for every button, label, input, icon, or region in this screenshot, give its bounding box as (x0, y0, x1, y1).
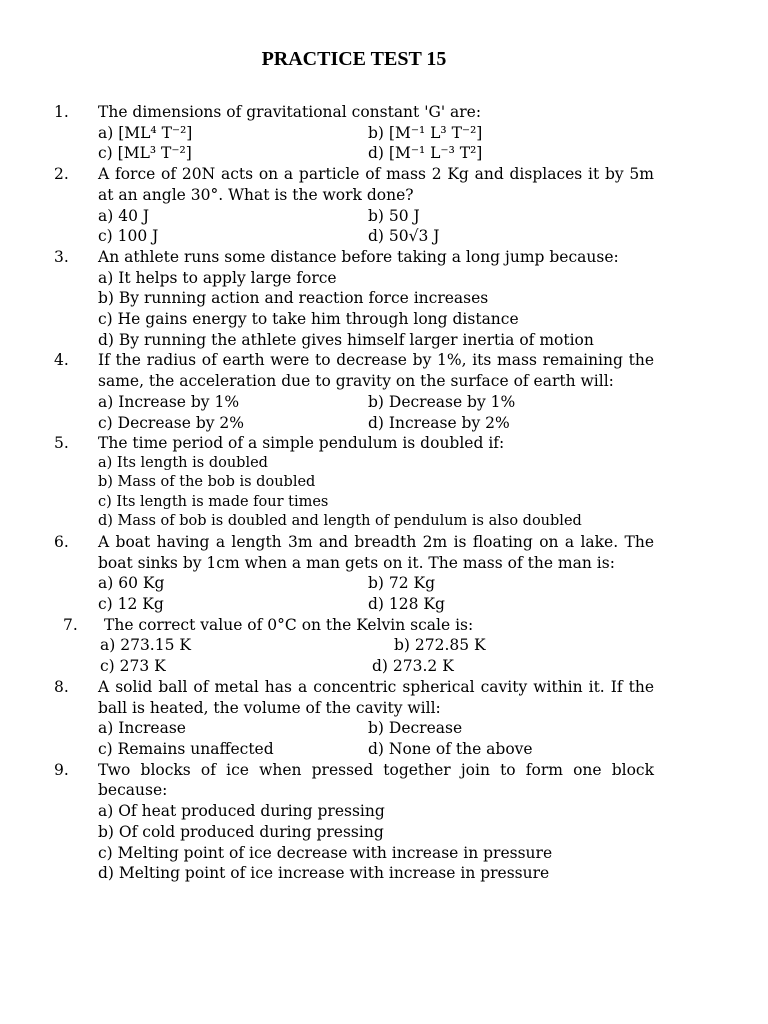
question-text: The correct value of 0°C on the Kelvin scale is: (104, 615, 474, 634)
option-d: d) 50√3 J (368, 227, 440, 246)
option-d: d) Mass of bob is doubled and length of pendulum is also doubled (98, 513, 582, 530)
question-number: 9. (54, 760, 69, 779)
option-c: c) Remains unaffected (98, 739, 274, 758)
option-c: c) 12 Kg (98, 595, 164, 614)
option-b: b) Decrease by 1% (368, 392, 516, 411)
option-c: c) He gains energy to take him through long distance (98, 310, 519, 329)
option-d: d) Increase by 2% (368, 413, 510, 432)
option-grid (100, 635, 660, 676)
question-4 (0, 350, 768, 433)
question-6 (0, 532, 768, 615)
option-c: c) 273 K (100, 657, 166, 676)
question-text: The time period of a simple pendulum is doubled if: (98, 434, 505, 453)
option-c: c) Melting point of ice decrease with increase in pressure (98, 843, 553, 862)
option-d: d) 128 Kg (368, 595, 445, 614)
option-b: b) [M⁻¹ L³ T⁻²] (368, 123, 483, 142)
page-title: PRACTICE TEST 15 (261, 48, 447, 70)
question-text: An athlete runs some distance before taking a long jump because: (98, 247, 619, 266)
question-number: 2. (54, 165, 69, 184)
question-number: 7. (63, 615, 78, 634)
option-grid (98, 718, 654, 759)
option-a: a) [ML⁴ T⁻²] (98, 123, 193, 142)
question-text: The dimensions of gravitational constant 'G' are: (98, 103, 482, 121)
question-1 (0, 102, 768, 164)
option-d: d) None of the above (368, 739, 533, 758)
question-number: 6. (54, 532, 69, 551)
option-b: b) Of cold produced during pressing (98, 822, 384, 841)
option-a: a) Of heat produced during pressing (98, 802, 385, 821)
option-a: a) It helps to apply large force (98, 268, 337, 287)
option-list (98, 268, 654, 351)
option-a: a) 273.15 K (100, 636, 191, 655)
option-a: a) Increase by 1% (98, 392, 240, 411)
question-number: 5. (54, 434, 69, 453)
option-a: a) Increase (98, 719, 186, 738)
question-5 (0, 433, 768, 532)
option-d: d) [M⁻¹ L⁻³ T²] (368, 144, 483, 163)
option-list (98, 454, 654, 532)
option-b: b) By running action and reaction force increases (98, 289, 489, 308)
question-8 (0, 677, 768, 760)
option-b: b) Mass of the bob is doubled (98, 474, 316, 491)
option-d: d) Melting point of ice increase with increase in pressure (98, 864, 550, 883)
question-number: 4. (54, 351, 69, 370)
question-text: A solid ball of metal has a concentric spherical cavity within it. If the ball is heated, the volume of the cavity will: (98, 677, 654, 717)
option-b: b) 50 J (368, 206, 420, 225)
option-a: a) 40 J (98, 206, 150, 225)
question-9 (0, 760, 768, 884)
option-a: a) 60 Kg (98, 574, 165, 593)
option-a: a) Its length is doubled (98, 454, 268, 471)
option-c: c) Decrease by 2% (98, 413, 245, 432)
option-grid (98, 573, 654, 614)
question-7 (0, 615, 768, 677)
option-grid (98, 206, 654, 247)
question-number: 8. (54, 677, 69, 696)
question-number: 1. (54, 103, 69, 121)
option-d: d) 273.2 K (372, 657, 454, 676)
option-grid (98, 392, 654, 433)
option-d: d) By running the athlete gives himself larger inertia of motion (98, 330, 594, 349)
question-text: A force of 20N acts on a particle of mass 2 Kg and displaces it by 5m at an angle 30°. What is the work done? (98, 165, 654, 204)
option-c: c) 100 J (98, 227, 159, 246)
question-text: Two blocks of ice when pressed together join to form one block because: (98, 760, 654, 800)
option-list (98, 801, 654, 884)
question-2 (0, 164, 768, 247)
option-c: c) [ML³ T⁻²] (98, 144, 192, 163)
question-text: If the radius of earth were to decrease by 1%, its mass remaining the same, the acceleration due to gravity on the surface of earth will: (98, 351, 654, 391)
question-number: 3. (54, 247, 69, 266)
option-b: b) Decrease (368, 719, 463, 738)
option-c: c) Its length is made four times (98, 493, 329, 510)
option-grid (98, 123, 654, 164)
question-list (0, 102, 768, 884)
option-b: b) 72 Kg (368, 574, 436, 593)
question-text: A boat having a length 3m and breadth 2m is floating on a lake. The boat sinks by 1cm when a man gets on it. The mass of the man is: (98, 532, 654, 572)
option-b: b) 272.85 K (394, 636, 486, 655)
question-3 (0, 247, 768, 351)
